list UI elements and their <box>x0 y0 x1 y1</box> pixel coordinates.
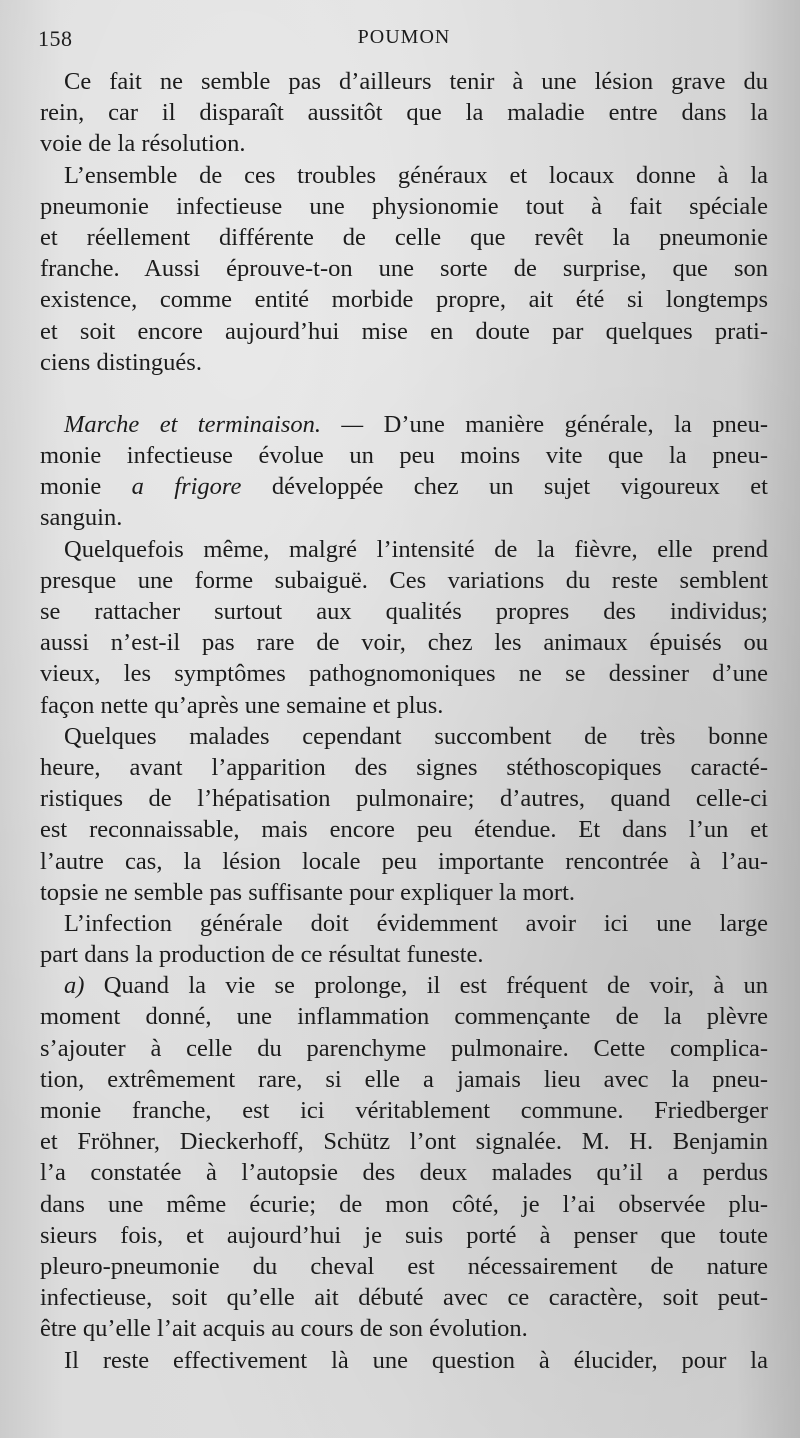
text-line: est reconnaissable, mais encore peu étendue. Et dans l’un et <box>40 816 768 844</box>
text-fragment: Quand la vie se prolonge, il est fréquent de voir, à un <box>84 972 768 1000</box>
text-line: L’ensemble de ces troubles généraux et locaux donne à la <box>64 161 768 189</box>
page-header <box>38 26 770 56</box>
text-line: dans une même écurie; de mon côté, je l’ai observée plu- <box>40 1190 768 1218</box>
body-text <box>40 66 768 1376</box>
text-line: façon nette qu’après une semaine et plus. <box>40 691 444 719</box>
text-line: L’infection générale doit évidemment avoir ici une large <box>64 909 768 937</box>
text-line: voie de la résolution. <box>40 130 246 158</box>
section-heading: Marche et terminaison. — <box>64 410 364 438</box>
text-line <box>40 471 768 502</box>
text-line: l’a constatée à l’autopsie des deux malades qu’il a perdus <box>40 1159 768 1187</box>
list-marker: a) <box>64 972 85 1000</box>
text-line: et Fröhner, Dieckerhoff, Schütz l’ont signalée. M. H. Benjamin <box>40 1128 768 1156</box>
text-line: presque une forme subaiguë. Ces variations du reste semblent <box>40 566 768 594</box>
text-line: pneumonie infectieuse une physionomie tout à fait spéciale <box>40 192 768 220</box>
italic-term: a frigore <box>131 473 242 501</box>
text-line: existence, comme entité morbide propre, ait été si longtemps <box>40 286 768 314</box>
text-line: aussi n’est-il pas rare de voir, chez les animaux épuisés ou <box>40 629 768 657</box>
text-line: tion, extrêmement rare, si elle a jamais lieu avec la pneu- <box>40 1065 768 1093</box>
text-fragment: D’une manière générale, la pneu- <box>363 410 768 438</box>
text-line: monie franche, est ici véritablement commune. Friedberger <box>40 1097 768 1124</box>
text-line: vieux, les symptômes pathognomoniques ne se dessiner d’une <box>40 660 768 688</box>
text-line: être qu’elle l’ait acquis au cours de son évolution. <box>40 1315 528 1343</box>
section-heading-line <box>40 409 768 440</box>
text-line: et réellement différente de celle que revêt la pneumonie <box>40 223 768 251</box>
text-line: pleuro-pneumonie du cheval est nécessairement de nature <box>40 1252 768 1280</box>
text-line: Ce fait ne semble pas d’ailleurs tenir à une lésion grave du <box>64 68 768 95</box>
text-line: part dans la production de ce résultat funeste. <box>40 941 484 969</box>
text-line: Quelques malades cependant succombent de très bonne <box>64 722 768 750</box>
text-line: sanguin. <box>40 504 123 532</box>
text-line: franche. Aussi éprouve-t-on une sorte de surprise, que son <box>40 255 768 283</box>
text-line: et soit encore aujourd’hui mise en doute par quelques prati- <box>40 317 768 345</box>
text-line: ciens distingués. <box>40 348 202 376</box>
text-line: topsie ne semble pas suffisante pour expliquer la mort. <box>40 878 576 906</box>
text-fragment: monie <box>40 473 132 501</box>
text-fragment: développée chez un sujet vigoureux et <box>241 473 768 501</box>
running-head: POUMON <box>357 26 451 48</box>
text-line: sieurs fois, et aujourd’hui je suis porté à penser que toute <box>40 1221 768 1249</box>
text-line: se rattacher surtout aux qualités propres des individus; <box>40 598 768 625</box>
paragraph-gap <box>40 378 768 409</box>
text-line: ristiques de l’hépatisation pulmonaire; d’autres, quand celle-ci <box>40 785 768 813</box>
text-line: heure, avant l’apparition des signes stéthoscopiques caracté- <box>40 753 768 781</box>
text-line: Il reste effectivement là une question à élucider, pour la <box>64 1346 768 1374</box>
text-line <box>40 970 768 1001</box>
text-line: monie infectieuse évolue un peu moins vite que la pneu- <box>40 442 768 470</box>
text-line: moment donné, une inflammation commençante de la plèvre <box>40 1003 768 1031</box>
text-line: Quelquefois même, malgré l’intensité de la fièvre, elle prend <box>64 535 768 563</box>
text-line: rein, car il disparaît aussitôt que la maladie entre dans la <box>40 99 768 127</box>
text-line: infectieuse, soit qu’elle ait débuté avec ce caractère, soit peut- <box>40 1284 768 1312</box>
text-line: s’ajouter à celle du parenchyme pulmonaire. Cette complica- <box>40 1034 768 1062</box>
page-number: 158 <box>38 26 73 51</box>
text-line: l’autre cas, la lésion locale peu importante rencontrée à l’au- <box>40 847 768 875</box>
